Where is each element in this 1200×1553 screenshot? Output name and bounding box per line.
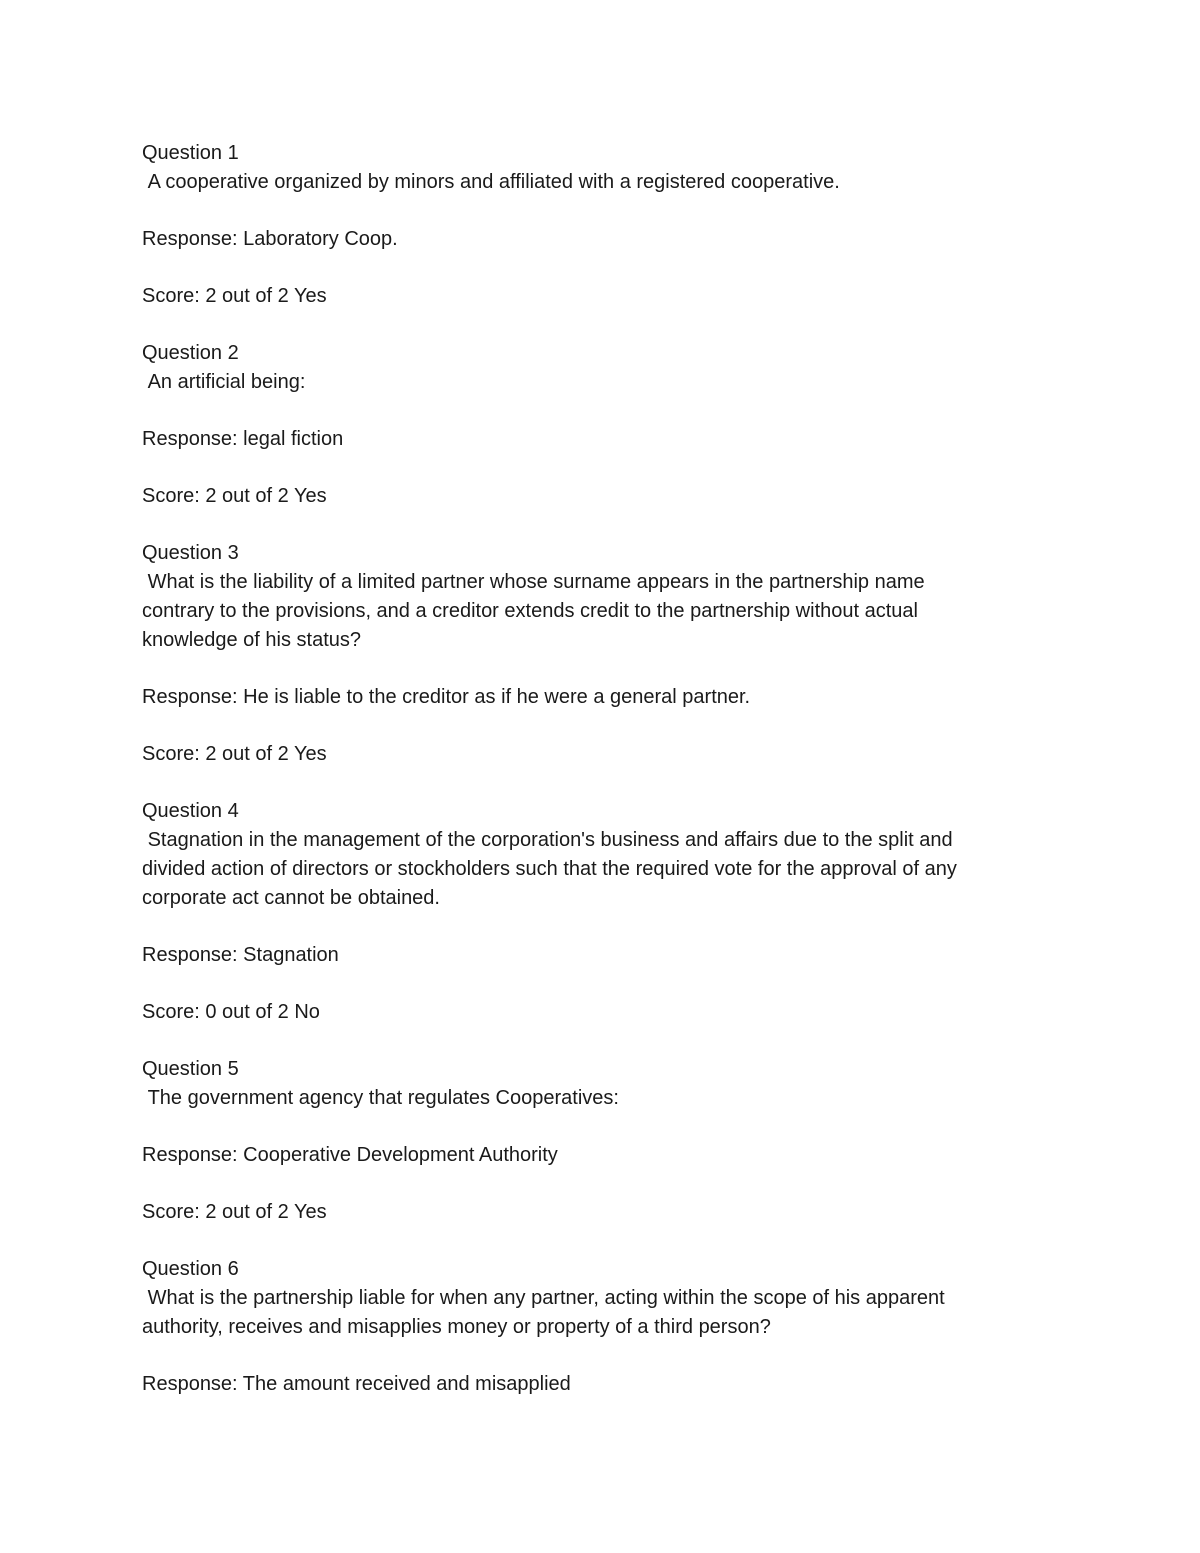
score-text: Score: 0 out of 2 No	[142, 1001, 320, 1023]
response-text: Response: The amount received and misapplied	[142, 1373, 571, 1395]
question-label: Question 3	[142, 542, 239, 564]
question-block-4	[142, 797, 1042, 1027]
document-page	[142, 139, 1042, 1427]
response-text: Response: He is liable to the creditor as if he were a general partner.	[142, 686, 751, 708]
question-block-3	[142, 539, 1042, 769]
question-text: What is the partnership liable for when any partner, acting within the scope of his apparent authority, receives and misapplies money or property of a third person?	[142, 1287, 945, 1338]
score-text: Score: 2 out of 2 Yes	[142, 285, 327, 307]
score-text: Score: 2 out of 2 Yes	[142, 1201, 327, 1223]
question-text: Stagnation in the management of the corporation's business and affairs due to the split and divided action of directors or stockholders such that the required vote for the approval of any corporate act cannot be obtained.	[142, 829, 957, 909]
response-text: Response: Stagnation	[142, 944, 339, 966]
response-text: Response: Cooperative Development Authority	[142, 1144, 558, 1166]
question-label: Question 5	[142, 1058, 239, 1080]
question-text: What is the liability of a limited partner whose surname appears in the partnership name contrary to the provisions, and a creditor extends credit to the partnership without actual knowledge of his status?	[142, 571, 925, 651]
score-text: Score: 2 out of 2 Yes	[142, 743, 327, 765]
response-text: Response: Laboratory Coop.	[142, 228, 398, 250]
question-label: Question 1	[142, 142, 239, 164]
question-block-6	[142, 1255, 1042, 1399]
question-block-1	[142, 139, 1042, 311]
question-label: Question 4	[142, 800, 239, 822]
question-text: An artificial being:	[142, 371, 306, 393]
question-text: The government agency that regulates Cooperatives:	[142, 1087, 619, 1109]
question-label: Question 6	[142, 1258, 239, 1280]
question-block-5	[142, 1055, 1042, 1227]
question-label: Question 2	[142, 342, 239, 364]
question-text: A cooperative organized by minors and affiliated with a registered cooperative.	[142, 171, 840, 193]
question-block-2	[142, 339, 1042, 511]
response-text: Response: legal fiction	[142, 428, 344, 450]
score-text: Score: 2 out of 2 Yes	[142, 485, 327, 507]
